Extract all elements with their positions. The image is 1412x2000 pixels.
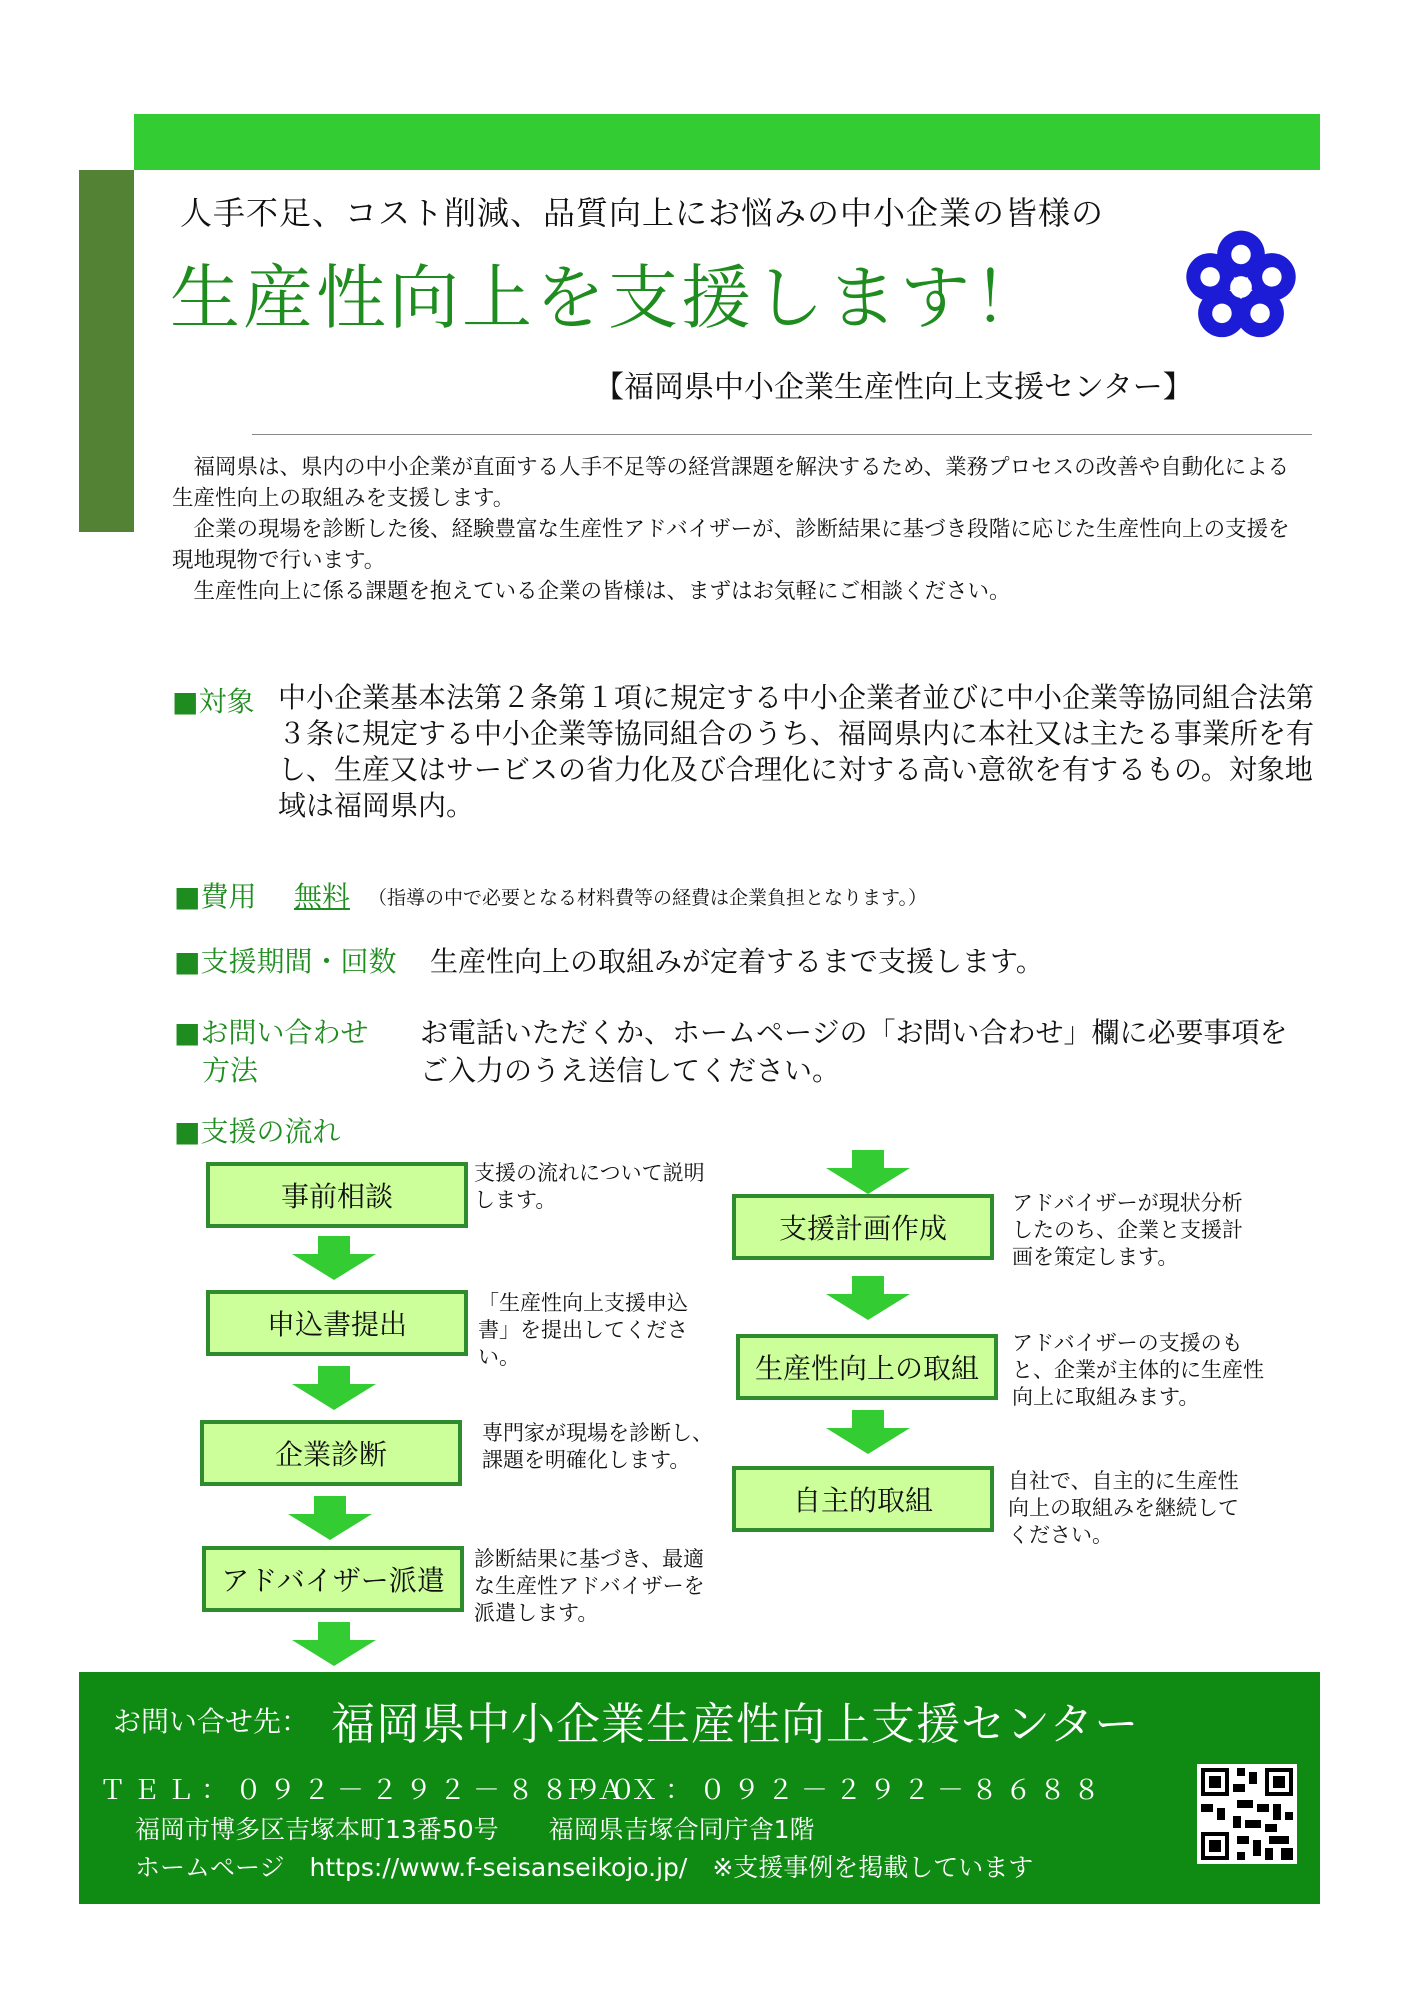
footer-organization: 福岡県中小企業生産性向上支援センター	[331, 1699, 1140, 1750]
flow-step: 自主的取組	[732, 1466, 994, 1532]
bullet-square: ■	[174, 945, 201, 978]
flow-step-desc: 自社で、自主的に生産性向上の取組みを継続してください。	[1008, 1469, 1239, 1547]
flow-step-desc: 診断結果に基づき、最適な生産性アドバイザーを派遣します。	[474, 1547, 705, 1625]
arrow-down-icon	[292, 1622, 376, 1666]
flow-step: 生産性向上の取組	[736, 1334, 998, 1400]
intro-paragraph: 企業の現場を診断した後、経験豊富な生産性アドバイザーが、診断結果に基づき段階に応じた生産性向上の支援を現地現物で行います。	[172, 517, 1290, 573]
arrow-down-icon	[826, 1410, 910, 1454]
flow-step: 申込書提出	[206, 1290, 468, 1356]
flow-step-desc: 「生産性向上支援申込書」を提出してください。	[478, 1291, 688, 1369]
page-title: 生産性向上を支援します！	[170, 257, 1046, 339]
flow-step: 事前相談	[206, 1162, 468, 1228]
flow-step: アドバイザー派遣	[202, 1546, 464, 1612]
flow-step-desc: アドバイザーが現状分析したのち、企業と支援計画を策定します。	[1012, 1191, 1243, 1269]
bullet-square: ■	[172, 685, 199, 718]
fee-label-text: 費用	[200, 880, 257, 913]
footer-tel: ＴＥＬ：０９２－２９２－８８９０	[99, 1775, 643, 1806]
arrow-down-icon	[826, 1276, 910, 1320]
flow-label	[174, 1110, 340, 1150]
period-body: 生産性向上の取組みが定着するまで支援します。	[430, 945, 1044, 978]
organization-tag: 【福岡県中小企業生産性向上支援センター】	[594, 370, 1193, 405]
bullet-square: ■	[174, 1115, 201, 1148]
fee-value: 無料	[294, 880, 351, 913]
contact-label-line1: お問い合わせ	[200, 1016, 369, 1049]
prefecture-emblem-icon	[1176, 222, 1306, 352]
arrow-down-icon	[288, 1496, 372, 1540]
target-body: 中小企業基本法第２条第１項に規定する中小企業者並びに中小企業等協同組合法第３条に規定する中小企業等協同組合のうち、福岡県内に本社又は主たる事業所を有し、生産又はサービスの省力化及び合理化に対する高い意欲を有するもの。対象地域は福岡県内。	[278, 681, 1315, 822]
footer-homepage[interactable]: ホームページ https://www.f-seisanseikojo.jp/ ※支援事例を掲載しています	[135, 1853, 1034, 1882]
period-label-text: 支援期間・回数	[200, 945, 397, 978]
footer-fax: ＦＡＸ：０９２－２９２－８６８８	[563, 1775, 1107, 1806]
contact-label-line2: 方法	[202, 1054, 259, 1087]
target-label-text: 対象	[198, 685, 255, 718]
intro-paragraph: 生産性向上に係る課題を抱えている企業の皆様は、まずはお気軽にご相談ください。	[172, 579, 1011, 604]
qr-code-icon[interactable]	[1197, 1764, 1297, 1864]
top-green-bar	[134, 114, 1320, 170]
arrow-down-icon	[292, 1366, 376, 1410]
contact-footer	[79, 1672, 1320, 1904]
flow-label-text: 支援の流れ	[200, 1115, 341, 1148]
intro-paragraph: 福岡県は、県内の中小企業が直面する人手不足等の経営課題を解決するため、業務プロセスの改善や自動化による生産性向上の取組みを支援します。	[172, 455, 1290, 511]
arrow-down-icon	[826, 1150, 910, 1194]
target-label	[172, 680, 254, 720]
arrow-down-icon	[292, 1236, 376, 1280]
contact-method-body: お電話いただくか、ホームページの「お問い合わせ」欄に必要事項をご入力のうえ送信してください。	[420, 1016, 1288, 1087]
flow-step-desc: 専門家が現場を診断し、課題を明確化します。	[482, 1421, 713, 1472]
flow-step-desc: 支援の流れについて説明します。	[474, 1161, 705, 1212]
fee-label	[174, 875, 256, 915]
contact-method-label	[174, 1014, 368, 1090]
footer-address: 福岡市博多区吉塚本町13番50号 福岡県吉塚合同庁舎1階	[135, 1815, 815, 1844]
flow-step-desc: アドバイザーの支援のもと、企業が主体的に生産性向上に取組みます。	[1012, 1331, 1264, 1409]
bullet-square: ■	[174, 1016, 201, 1049]
bullet-square: ■	[174, 880, 201, 913]
flow-step: 支援計画作成	[732, 1194, 994, 1260]
subtitle: 人手不足、コスト削減、品質向上にお悩みの中小企業の皆様の	[180, 194, 1105, 232]
period-label	[174, 940, 396, 980]
intro-text	[172, 452, 1292, 607]
left-accent-bar	[79, 170, 134, 532]
flow-step: 企業診断	[200, 1420, 462, 1486]
footer-contact-label: お問い合せ先：	[113, 1705, 310, 1738]
fee-note: （指導の中で必要となる材料費等の経費は企業負担となります。）	[368, 887, 927, 909]
divider	[252, 434, 1312, 435]
